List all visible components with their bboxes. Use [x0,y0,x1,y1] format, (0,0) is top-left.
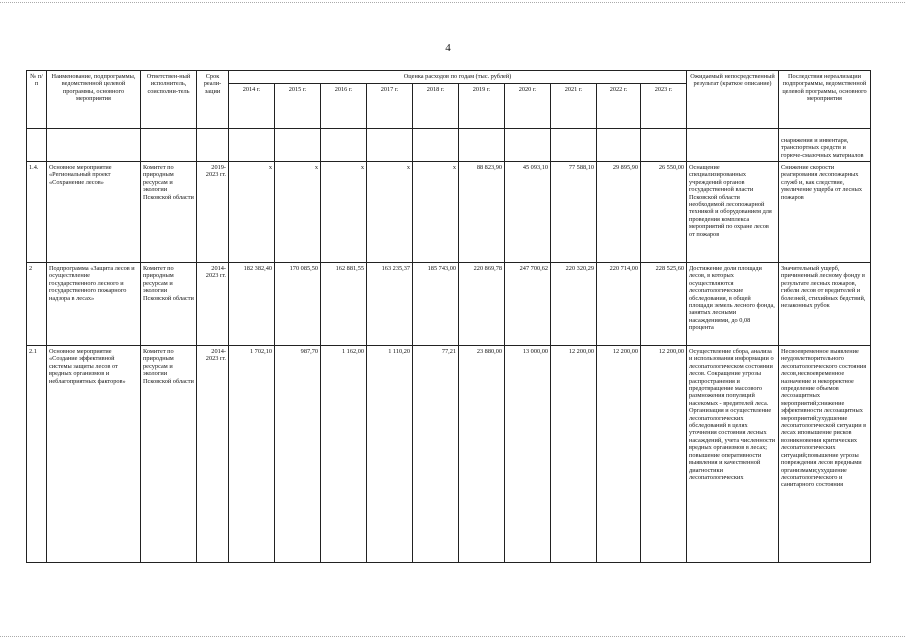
row-value: 88 823,90 [459,162,505,263]
cell [367,129,413,162]
row-term: 2014-2023 гг. [197,263,229,346]
row-value: 29 895,90 [597,162,641,263]
cell [27,129,47,162]
header-term: Срок реали-зации [197,71,229,129]
row-value: 170 085,50 [275,263,321,346]
cell [47,129,141,162]
header-year: 2019 г. [459,84,505,129]
row-term: 2019-2023 гг. [197,162,229,263]
row-value: 185 743,00 [413,263,459,346]
row-name: Подпрограмма «Защита лесов и осуществление государственного лесного и государственного пожарного надзора в лесах» [47,263,141,346]
cell [505,129,551,162]
row-value: x [229,162,275,263]
row-value: x [367,162,413,263]
row-value: 163 235,37 [367,263,413,346]
row-value: 182 382,40 [229,263,275,346]
table-row [27,263,871,346]
cell [275,129,321,162]
header-name: Наименование, подпрограммы, ведомственной целевой программы, основного мероприятия [47,71,141,129]
row-value: 247 700,62 [505,263,551,346]
row-result: Осуществление сбора, анализа и использования информации о лесопатологическом состоянии лесов. Сокращение угрозы распространения и предотвращение массового размножения популяций насекомых - вредителей леса. Организация и осуществление лесопатологических обследований в целях уточнения состояния лесных насаждений, учета численности вредных организмов в лесах; повышение оперативности выявления и качественной диагностики лесопатологических [687,346,779,563]
bottom-page-edge [0,636,905,637]
header-year: 2018 г. [413,84,459,129]
row-value: 45 093,10 [505,162,551,263]
row-value: x [413,162,459,263]
cell [597,129,641,162]
row-value: 162 881,55 [321,263,367,346]
row-value: 220 869,78 [459,263,505,346]
header-expenses-title: Оценка расходов по годам (тыс. рублей) [229,71,687,84]
row-num: 2 [27,263,47,346]
header-year: 2023 г. [641,84,687,129]
header-year: 2015 г. [275,84,321,129]
top-page-edge [0,2,905,3]
cell [413,129,459,162]
row-executor: Комитет по природным ресурсам и экологии Псковской области [141,162,197,263]
row-term: 2014-2023 гг. [197,346,229,563]
page-number: 4 [445,42,451,54]
row-value: 12 200,00 [551,346,597,563]
row-value: 1 702,10 [229,346,275,563]
header-year: 2017 г. [367,84,413,129]
cell [641,129,687,162]
cell [141,129,197,162]
table-row [27,346,871,563]
table-row-continuation [27,129,871,162]
row-value: 77 588,10 [551,162,597,263]
row-value: 220 714,00 [597,263,641,346]
row-value: 220 320,29 [551,263,597,346]
cell [459,129,505,162]
header-year: 2022 г. [597,84,641,129]
header-year: 2021 г. [551,84,597,129]
row-value: 77,21 [413,346,459,563]
header-year: 2016 г. [321,84,367,129]
header-consequences: Последствия нереализации подпрограммы, ведомственной целевой программы, основного мероприятия [779,71,871,129]
row-result: Достижение доли площади лесов, в которых осуществляются лесопатологические обследования, в общей площади земель лесного фонда, занятых лесными насаждениями, до 0,08 процента [687,263,779,346]
row-executor: Комитет по природным ресурсам и экологии Псковской области [141,263,197,346]
row-value: 26 550,00 [641,162,687,263]
cell [321,129,367,162]
continuation-consequences: снаряжения и инвентаря, транспортных средств и горюче-смазочных материалов [779,129,871,162]
row-value: 228 525,60 [641,263,687,346]
cell [551,129,597,162]
cell [229,129,275,162]
row-name: Основное мероприятие «Создание эффективной системы защиты лесов от вредных организмов и неблагоприятных факторов» [47,346,141,563]
cell [197,129,229,162]
header-executor: Ответствен-ный исполнитель, соисполни-тель [141,71,197,129]
row-value: 12 200,00 [597,346,641,563]
row-value: x [275,162,321,263]
row-consequences: Снижение скорости реагирования лесопожарных служб и, как следствие, увеличение ущерба от лесных пожаров [779,162,871,263]
expenses-table [26,70,871,563]
row-value: 12 200,00 [641,346,687,563]
row-num: 2.1 [27,346,47,563]
header-result: Ожидаемый непосредственный результат (краткое описание) [687,71,779,129]
row-value: 987,70 [275,346,321,563]
header-year: 2014 г. [229,84,275,129]
row-name: Основное мероприятие «Региональный проект «Сохранение лесов» [47,162,141,263]
row-result: Оснащение специализированных учреждений органов государственной власти Псковской области необходимой лесопожарной техникой и оборудованием для проведения комплекса мероприятий по охране лесов от пожаров [687,162,779,263]
row-num: 1.4. [27,162,47,263]
row-value: 13 000,00 [505,346,551,563]
row-value: 23 880,00 [459,346,505,563]
row-executor: Комитет по природным ресурсам и экологии Псковской области [141,346,197,563]
table-row [27,162,871,263]
row-value: 1 110,20 [367,346,413,563]
row-consequences: Значительный ущерб, причиненный лесному фонду в результате лесных пожаров, гибели лесов от вредителей и болезней, стихийных бедствий, незаконных рубок [779,263,871,346]
row-value: 1 162,00 [321,346,367,563]
row-consequences: Несвоевременное выявление неудовлетворительного лесопатологического состояния лесов,несвоевременное назначение и некорректное определение объемов лесозащитных мероприятий;снижение эффективности лесозащитных мероприятий;ухудшение лесопатологической ситуации в лесах иповышение рисков возникновения критических лесопатологических ситуаций;повышение угрозы повреждения лесов вредными организмами;ухудшение лесопатологического и санитарного состояния [779,346,871,563]
header-year: 2020 г. [505,84,551,129]
cell [687,129,779,162]
header-num: № п/п [27,71,47,129]
row-value: x [321,162,367,263]
